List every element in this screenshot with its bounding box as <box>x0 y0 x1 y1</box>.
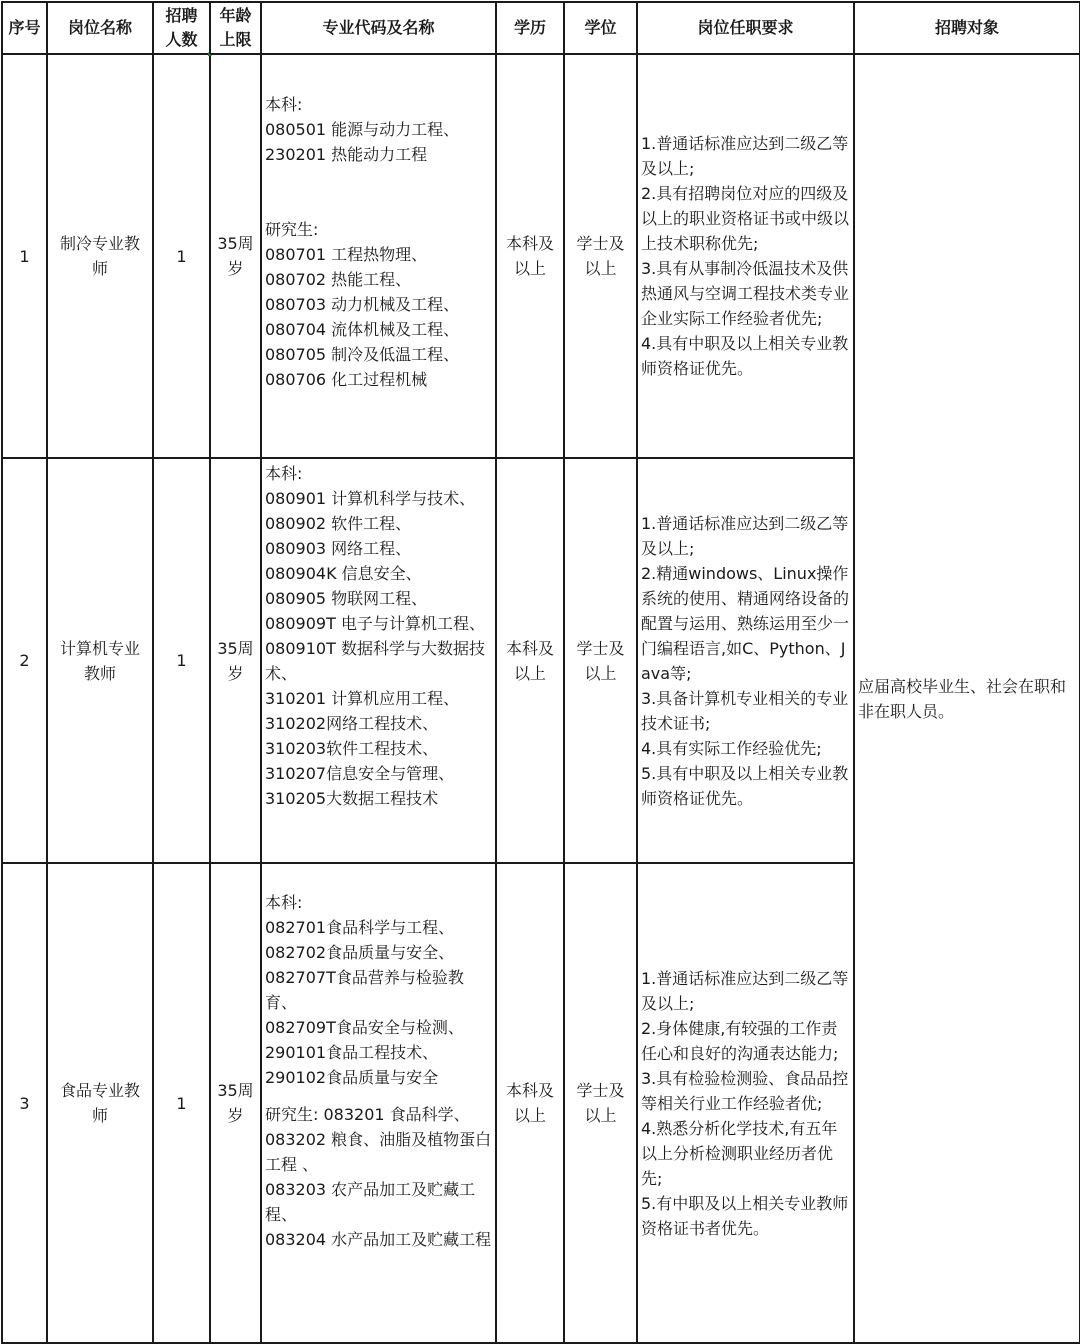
header-major: 专业代码及名称 <box>261 2 496 54</box>
row-count: 1 <box>153 458 210 863</box>
row-index: 1 <box>2 54 47 458</box>
row-position: 食品专业教师 <box>47 863 153 1343</box>
major-line: 080904K 信息安全、 <box>265 564 422 583</box>
major-line: 080702 热能工程、 <box>265 270 412 289</box>
header-degree: 学位 <box>564 2 637 54</box>
row-position: 计算机专业教师 <box>47 458 153 863</box>
requirement-line: 2.身体健康,有较强的工作责任心和良好的沟通表达能力; <box>641 1018 839 1063</box>
row-degree: 学士及以上 <box>564 458 637 863</box>
major-line: 080704 流体机械及工程、 <box>265 320 460 339</box>
major-gap <box>265 1090 494 1102</box>
row-age: 35周岁 <box>210 54 261 458</box>
major-line: 080501 能源与动力工程、 <box>265 120 460 139</box>
row-requirements <box>637 863 854 1343</box>
major-line: 080701 工程热物理、 <box>265 245 428 264</box>
major-line: 310203软件工程技术、 <box>265 739 439 758</box>
major-line: 310202网络工程技术、 <box>265 714 439 733</box>
header-count: 招聘人数 <box>153 2 210 54</box>
row-education: 本科及以上 <box>496 458 564 863</box>
major-gap <box>265 167 494 192</box>
major-line: 310207信息安全与管理、 <box>265 764 455 783</box>
major-line: 082707T食品营养与检验教育、 <box>265 968 464 1012</box>
major-line: 310201 计算机应用工程、 <box>265 689 460 708</box>
recruitment-table <box>1 1 1080 1344</box>
header-index: 序号 <box>2 2 47 54</box>
header-requirements: 岗位任职要求 <box>637 2 854 54</box>
row-age: 35周岁 <box>210 863 261 1343</box>
row-degree: 学士及以上 <box>564 54 637 458</box>
row-majors <box>261 458 496 863</box>
major-line: 本科: <box>265 893 303 912</box>
row-requirements <box>637 458 854 863</box>
major-line: 080905 物联网工程、 <box>265 589 428 608</box>
row-target: 应届高校毕业生、社会在职和非在职人员。 <box>854 54 1080 1343</box>
row-majors <box>261 54 496 458</box>
requirement-line: 4.具有中职及以上相关专业教师资格证优先。 <box>641 334 849 378</box>
row-position: 制冷专业教师 <box>47 54 153 458</box>
major-line: 080706 化工过程机械 <box>265 370 428 389</box>
major-line: 本科: <box>265 464 303 483</box>
row-age: 35周岁 <box>210 458 261 863</box>
major-line: 080909T 电子与计算机工程、 <box>265 614 485 633</box>
requirement-line: 1.普通话标准应达到二级乙等及以上; <box>641 513 849 558</box>
major-line: 082709T食品安全与检测、 <box>265 1018 464 1037</box>
row-index: 3 <box>2 863 47 1343</box>
requirement-line: 2.精通windows、Linux操作系统的使用、精通网络设备的配置与运用、熟练运用至少一门编程语言,如C、Python、Java等; <box>641 563 850 683</box>
requirement-line: 5.有中职及以上相关专业教师资格证书者优先。 <box>641 1193 849 1238</box>
cell-comment-marker <box>208 52 212 56</box>
major-line: 083204 水产品加工及贮藏工程 <box>265 1230 492 1249</box>
major-line: 290102食品质量与安全 <box>265 1068 439 1087</box>
requirement-line: 5.具有中职及以上相关专业教师资格证优先。 <box>641 763 849 808</box>
major-line: 082701食品科学与工程、 <box>265 918 455 937</box>
major-line: 083202 粮食、油脂及植物蛋白工程 、 <box>265 1130 492 1174</box>
requirement-line: 4.熟悉分析化学技术,有五年以上分析检测职业经历者优先; <box>641 1118 838 1188</box>
row-index: 2 <box>2 458 47 863</box>
major-line: 本科: <box>265 95 303 114</box>
requirement-line: 1.普通话标准应达到二级乙等及以上; <box>641 134 849 178</box>
major-line: 310205大数据工程技术 <box>265 789 439 808</box>
requirement-line: 1.普通话标准应达到二级乙等及以上; <box>641 968 849 1013</box>
row-majors <box>261 863 496 1343</box>
major-line: 290101食品工程技术、 <box>265 1043 439 1062</box>
row-education: 本科及以上 <box>496 863 564 1343</box>
major-line: 080910T 数据科学与大数据技术、 <box>265 639 485 683</box>
row-count: 1 <box>153 863 210 1343</box>
table-row <box>2 54 1080 458</box>
major-line: 研究生: 083201 食品科学、 <box>265 1105 470 1124</box>
major-line: 080703 动力机械及工程、 <box>265 295 460 314</box>
requirement-line: 3.具有从事制冷低温技术及供热通风与空调工程技术类专业企业实际工作经验者优先; <box>641 259 850 328</box>
major-line: 080902 软件工程、 <box>265 514 412 533</box>
header-position: 岗位名称 <box>47 2 153 54</box>
requirement-line: 3.具有检验检测验、食品品控等相关行业工作经验者优; <box>641 1068 849 1113</box>
row-count: 1 <box>153 54 210 458</box>
major-line: 080705 制冷及低温工程、 <box>265 345 460 364</box>
major-line: 082702食品质量与安全、 <box>265 943 455 962</box>
major-line: 080901 计算机科学与技术、 <box>265 489 476 508</box>
major-line: 230201 热能动力工程 <box>265 145 428 164</box>
major-gap <box>265 192 494 217</box>
major-line: 083203 农产品加工及贮藏工程、 <box>265 1180 476 1224</box>
requirement-line: 2.具有招聘岗位对应的四级及以上的职业资格证书或中级以上技术职称优先; <box>641 184 850 253</box>
header-row <box>2 2 1080 54</box>
header-age: 年龄上限 <box>210 2 261 54</box>
row-requirements <box>637 54 854 458</box>
major-line: 研究生: <box>265 220 319 239</box>
header-education: 学历 <box>496 2 564 54</box>
major-line: 080903 网络工程、 <box>265 539 412 558</box>
header-target: 招聘对象 <box>854 2 1080 54</box>
requirement-line: 3.具备计算机专业相关的专业技术证书; <box>641 688 849 733</box>
row-education: 本科及以上 <box>496 54 564 458</box>
row-degree: 学士及以上 <box>564 863 637 1343</box>
requirement-line: 4.具有实际工作经验优先; <box>641 738 822 758</box>
